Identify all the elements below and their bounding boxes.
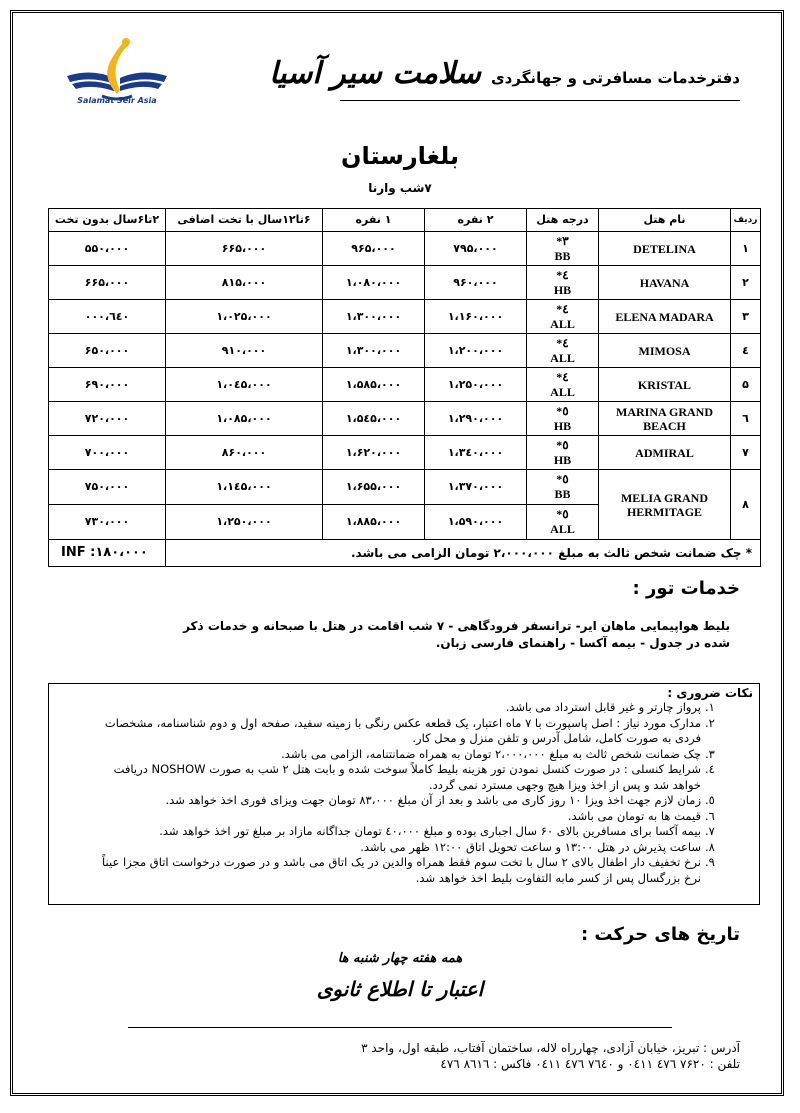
departure-title: تاریخ های حرکت : [580, 924, 740, 945]
hotel-grade [527, 470, 599, 505]
country-title: بلغارستان [340, 142, 460, 170]
hotel-name: HAVANA [599, 266, 731, 300]
price-child-bed: ۱،۱٤۵،۰۰۰ [166, 470, 323, 505]
row-index: ٦ [731, 402, 761, 436]
header-rule [340, 100, 740, 101]
price-single: ۱،۰۸۰،۰۰۰ [323, 266, 425, 300]
note-text: پرواز چارتر و غیر قابل استرداد می باشد. [505, 700, 701, 714]
row-index: ۱ [731, 232, 761, 266]
price-single: ۱،۵٤۵،۰۰۰ [323, 402, 425, 436]
price-single: ۹۶۵،۰۰۰ [323, 232, 425, 266]
agency-prefix: دفترخدمات مسافرتی و جهانگردی [490, 69, 740, 87]
price-child-bed: ۸۱۵،۰۰۰ [166, 266, 323, 300]
note-text: مدارک مورد نیاز : اصل پاسپورت با ۷ ماه اعتبار، یک قطعه عکس رنگی با زمینه سفید، صفحه اول و دوم شناسنامه، مشخصات فردی به صورت کامل، شامل آدرس و تلفن منزل و محل کار. [104, 715, 701, 745]
price-child-nobed: ۶۹۰،۰۰۰ [49, 368, 166, 402]
star-rating: ٥* [556, 437, 569, 452]
price-double: ۱،۲۰۰،۰۰۰ [425, 334, 527, 368]
table-row [49, 436, 761, 470]
note-number: ۸. [705, 839, 715, 854]
price-single: ۱،۶۲۰،۰۰۰ [323, 436, 425, 470]
star-rating: ٥* [556, 403, 569, 418]
board-type: BB [554, 487, 571, 501]
price-double: ۱،۱۶۰،۰۰۰ [425, 300, 527, 334]
board-type: BB [554, 248, 571, 263]
guarantee-note: * چک ضمانت شخص ثالث به مبلغ ۲،۰۰۰،۰۰۰ تومان الزامی می باشد. [166, 540, 761, 567]
note-text: ساعت پذیرش در هتل ۱۳:۰۰ و ساعت تحویل اتاق ۱۲:۰۰ ظهر می باشد. [360, 839, 701, 854]
price-double: ۹۶۰،۰۰۰ [425, 266, 527, 300]
price-child-nobed: ۵۵۰،۰۰۰ [49, 232, 166, 266]
hotel-name: MELIA GRAND HERMITAGE [599, 470, 731, 540]
notes-box [48, 683, 760, 905]
table-header-row [49, 209, 761, 232]
table-row [49, 402, 761, 436]
note-number: ۹. [705, 855, 715, 869]
board-type: ALL [550, 384, 575, 399]
footer-contact [361, 1040, 740, 1072]
price-single: ۱،۳۰۰،۰۰۰ [323, 334, 425, 368]
price-single: ۱،۳۰۰،۰۰۰ [323, 300, 425, 334]
infant-price: INF :۱۸۰،۰۰۰ [49, 540, 166, 567]
col-header: ۲تا۶سال بدون تخت [49, 209, 166, 232]
hotel-grade [527, 232, 599, 266]
services-title: خدمات تور : [632, 578, 740, 599]
hotel-name: ELENA MADARA [599, 300, 731, 334]
notes-list [89, 700, 719, 886]
footer-rule [128, 1027, 672, 1028]
price-single: ۱،۸۸۵،۰۰۰ [323, 505, 425, 540]
row-index: ۵ [731, 368, 761, 402]
star-rating: ٥* [556, 507, 569, 521]
hotel-price-table [48, 208, 761, 567]
services-text: بلیط هواپیمایی ماهان ایر- ترانسفر فرودگاهی - ۷ شب اقامت در هتل با صبحانه و خدمات ذکر شده در جدول - بیمه آکسا - راهنمای فارسی زبان. [183, 619, 730, 650]
board-type: ALL [550, 350, 575, 365]
price-child-bed: ۶۶۵،۰۰۰ [166, 232, 323, 266]
note-number: ۳. [705, 746, 715, 761]
col-header: نام هتل [599, 209, 731, 232]
hotel-grade [527, 368, 599, 402]
price-child-bed: ۱،۰۲۵،۰۰۰ [166, 300, 323, 334]
list-item [89, 762, 719, 793]
price-child-nobed: ۷۰۰،۰۰۰ [49, 436, 166, 470]
row-index: ۷ [731, 436, 761, 470]
agency-header [269, 56, 740, 91]
col-header: ردیف [731, 209, 761, 232]
row-index: ٤ [731, 334, 761, 368]
star-rating: ۳* [556, 233, 569, 248]
price-single: ۱،۵۸۵،۰۰۰ [323, 368, 425, 402]
col-header: ۶تا۱۲سال با تخت اضافی [166, 209, 323, 232]
row-index: ۸ [731, 470, 761, 540]
note-number: ۷. [705, 824, 715, 838]
note-text: چک ضمانت شخص ثالث به مبلغ ۲،۰۰۰،۰۰۰ تومان به همراه ضمانتنامه، الزامی می باشد. [281, 746, 701, 761]
table-row [49, 334, 761, 368]
agency-name: سلامت سیر آسیا [269, 56, 481, 91]
col-header: ۱ نفره [323, 209, 425, 232]
table-row [49, 232, 761, 266]
price-child-nobed: ۷۲۰،۰۰۰ [49, 402, 166, 436]
price-child-nobed: ۶۵۰،۰۰۰ [49, 334, 166, 368]
note-number: ٦. [705, 808, 715, 823]
board-type: HB [553, 452, 572, 467]
note-number: ۱. [705, 700, 715, 714]
note-number: ٤. [705, 762, 715, 776]
hotel-name: KRISTAL [599, 368, 731, 402]
note-text: قیمت ها به تومان می باشد. [567, 808, 701, 823]
list-item [89, 716, 719, 747]
col-header: ۲ نفره [425, 209, 527, 232]
hotel-grade [527, 505, 599, 540]
list-item [89, 824, 719, 840]
hotel-name: MARINA GRAND BEACH [599, 402, 731, 436]
price-child-bed: ۱،۲۵۰،۰۰۰ [166, 505, 323, 540]
note-text: زمان لازم جهت اخذ ویزا ۱۰ روز کاری می باشد و بعد از آن مبلغ ۸۳،۰۰۰ تومان جهت ویزای فوری اخذ خواهد شد. [165, 793, 701, 807]
board-type: ALL [550, 522, 575, 536]
nights-subtitle: ۷شب وارنا [368, 181, 432, 195]
table-row [49, 300, 761, 334]
note-number: ۲. [705, 715, 715, 730]
price-child-bed: ۸۶۰،۰۰۰ [166, 436, 323, 470]
star-rating: ٥* [556, 472, 569, 486]
departure-days: همه هفته چهار شنبه ها [337, 951, 463, 966]
star-rating: ٤* [556, 369, 569, 384]
price-child-bed: ۱،۰٤۵،۰۰۰ [166, 368, 323, 402]
col-header: درجه هتل [527, 209, 599, 232]
price-double: ۱،۲۹۰،۰۰۰ [425, 402, 527, 436]
hotel-grade [527, 266, 599, 300]
price-child-nobed: ۷۳۰،۰۰۰ [49, 505, 166, 540]
price-double: ۱،۳۷۰،۰۰۰ [425, 470, 527, 505]
board-type: HB [553, 282, 572, 297]
note-text: بیمه آکسا برای مسافرین بالای ۶۰ سال اجباری بوده و مبلغ ٤٠،٠٠٠ تومان جداگانه مازاد بر مبلغ تور اخذ خواهد شد. [159, 824, 701, 838]
price-child-bed: ۹۱۰،۰۰۰ [166, 334, 323, 368]
price-double: ۱،۵۹۰،۰۰۰ [425, 505, 527, 540]
list-item [89, 840, 719, 856]
hotel-name: MIMOSA [599, 334, 731, 368]
board-type: ALL [550, 316, 575, 331]
list-item [89, 855, 719, 886]
price-child-nobed: ٦٤٠،۰۰۰ [49, 300, 166, 334]
address-line: آدرس : تبریز، خیابان آزادی، چهارراه لاله، ساختمان آفتاب، طبقه اول، واحد ۳ [361, 1041, 740, 1055]
hotel-name: DETELINA [599, 232, 731, 266]
list-item [89, 747, 719, 763]
price-child-bed: ۱،۰۸۵،۰۰۰ [166, 402, 323, 436]
price-child-nobed: ۶۶۵،۰۰۰ [49, 266, 166, 300]
list-item [89, 793, 719, 809]
hotel-grade [527, 300, 599, 334]
star-rating: ٤* [556, 335, 569, 350]
price-single: ۱،۶۵۵،۰۰۰ [323, 470, 425, 505]
hotel-name: ADMIRAL [599, 436, 731, 470]
notes-title: نکات ضروری : [667, 686, 753, 700]
row-index: ۲ [731, 266, 761, 300]
star-rating: ٤* [556, 267, 569, 282]
star-rating: ٤* [556, 301, 569, 316]
table-row [49, 266, 761, 300]
row-index: ۳ [731, 300, 761, 334]
table-row [49, 368, 761, 402]
note-text: شرایط کنسلی : در صورت کنسل نمودن تور هزینه بلیط کاملاً سوخت شده و بابت هتل ۲ شب به صورت NOSHOW دریافت خواهد شد و پس از اخذ ویزا هیچ وجهی مسترد نمی گردد. [113, 762, 701, 792]
price-child-nobed: ۷۵۰،۰۰۰ [49, 470, 166, 505]
validity-text: اعتبار تا اطلاع ثانوی [316, 977, 484, 1001]
note-text: نرخ تخفیف دار اطفال بالای ۲ سال با تخت سوم فقط همراه والدین در یک اتاق می باشد و در صورت درخواست اتاق مجزا عیناً نرخ بزرگسال پس از کسر مابه التفاوت بلیط اخذ خواهد شد. [102, 855, 701, 885]
hotel-grade [527, 334, 599, 368]
table-footer-row [49, 540, 761, 567]
phone-line: تلفن : ۷۶۲۰ ٤٧٦ ٠٤١١ و ٧٦٤٠ ٤٧٦ ٠٤١١ فاکس : ٨٦١٦ ٤٧٦ [440, 1057, 740, 1071]
hotel-grade [527, 402, 599, 436]
note-number: ٥. [705, 793, 715, 807]
logo-caption: Salamat Seir Asia [77, 96, 157, 105]
hotel-grade [527, 436, 599, 470]
price-double: ۷۹۵،۰۰۰ [425, 232, 527, 266]
board-type: HB [553, 418, 572, 433]
list-item [89, 809, 719, 825]
list-item [89, 700, 719, 716]
table-row [49, 470, 761, 505]
price-double: ۱،۳٤۰،۰۰۰ [425, 436, 527, 470]
price-double: ۱،۲۵۰،۰۰۰ [425, 368, 527, 402]
